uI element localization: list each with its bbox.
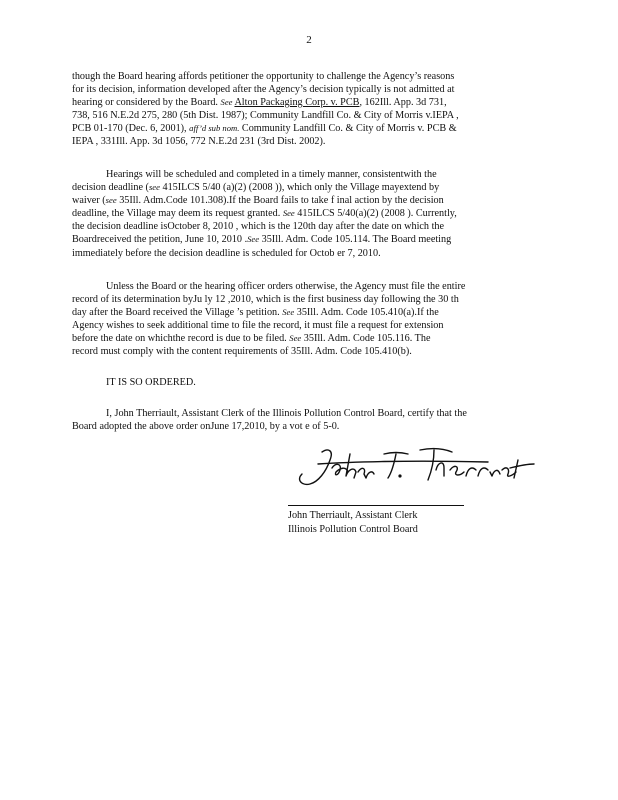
text-line — [72, 332, 534, 345]
case-name: Alton Packaging Corp. v. PCB — [234, 97, 360, 109]
text-fragment: before the date on whichthe record is due to be filed. — [72, 333, 287, 345]
text-line: immediately before the decision deadline is scheduled for Octob er 7, 2010. — [72, 247, 381, 259]
text-line: record of its determination byJu ly 12 ,2010, which is the first business day following the 30 th — [72, 294, 459, 306]
signature-line — [288, 505, 464, 506]
page-number: 2 — [306, 34, 312, 46]
text-line: though the Board hearing affords petitioner the opportunity to challenge the Agency’s reasons — [72, 71, 455, 82]
text-fragment: Community Landfill Co. & City of Morris v. PCB & — [241, 123, 457, 135]
signer-name-title: John Therriault, Assistant Clerk — [288, 510, 418, 521]
text-line: record must comply with the content requirements of 35Ill. Adm. Code 105.410(b). — [72, 346, 412, 358]
text-line — [72, 181, 534, 194]
text-fragment: day after the Board received the Village ’s petition. — [72, 307, 280, 319]
paragraph-record-filing — [72, 280, 534, 359]
citation-signal: See — [220, 97, 233, 108]
signer-organization: Illinois Pollution Control Board — [288, 523, 418, 535]
order-statement: IT IS SO ORDERED. — [106, 377, 196, 388]
text-line: Unless the Board or the hearing officer orders otherwise, the Agency must file the entire — [106, 281, 466, 292]
text-line — [72, 233, 534, 246]
text-line: I, John Therriault, Assistant Clerk of the Illinois Pollution Control Board, certify that the — [106, 408, 467, 419]
text-line — [72, 207, 534, 220]
text-line — [72, 306, 534, 319]
citation-signal: See — [282, 307, 295, 318]
text-fragment: , 162Ill. App. 3d 731, — [359, 97, 447, 109]
text-line — [72, 194, 534, 207]
text-line: Hearings will be scheduled and completed in a timely manner, consistentwith the — [106, 169, 437, 180]
text-line: the decision deadline isOctober 8, 2010 , which is the 120th day after the date on which the — [72, 221, 445, 233]
text-line: IEPA , 331Ill. App. 3d 1056, 772 N.E.2d 231 (3rd Dist. 2002). — [72, 136, 326, 148]
text-fragment: hearing or considered by the Board. — [72, 97, 218, 109]
citation-signal: See — [289, 333, 302, 344]
citation-signal: see — [148, 182, 160, 193]
handwritten-signature — [288, 442, 538, 504]
text-line: for its decision, information developed after the Agency’s decision typically is not admitted at — [72, 84, 455, 96]
citation-signal: See — [247, 234, 260, 245]
text-fragment: waiver ( — [72, 195, 106, 207]
text-line: 738, 516 N.E.2d 275, 280 (5th Dist. 1987); Community Landfill Co. & City of Morris v.IEPA , — [72, 110, 459, 122]
text-line: Board adopted the above order onJune 17,2010, by a vot e of 5-0. — [72, 421, 340, 433]
text-fragment: 35Ill. Adm.Code 101.308).If the Board fails to take f inal action by the decision — [119, 195, 444, 207]
paragraph-hearings — [72, 168, 534, 260]
paragraph-board-hearing — [72, 70, 534, 149]
text-fragment: 35Ill. Adm. Code 105.114. The Board meeting — [261, 234, 452, 246]
paragraph-certification — [72, 407, 534, 433]
text-fragment: Boardreceived the petition, June 10, 2010 . — [72, 234, 248, 246]
text-fragment: 35Ill. Adm. Code 105.116. The — [303, 333, 431, 345]
text-fragment: PCB 01-170 (Dec. 6, 2001), — [72, 123, 187, 135]
text-fragment: 415ILCS 5/40 (a)(2) (2008 )), which only the Village mayextend by — [162, 182, 440, 194]
text-line — [72, 96, 534, 109]
text-fragment: 415ILCS 5/40(a)(2) (2008 ). Currently, — [297, 208, 457, 220]
citation-signal: See — [282, 208, 295, 219]
text-line: Agency wishes to seek additional time to file the record, it must file a request for extension — [72, 320, 444, 332]
text-fragment: 35Ill. Adm. Code 105.410(a).If the — [296, 307, 439, 319]
text-fragment: deadline, the Village may deem its request granted. — [72, 208, 281, 220]
citation-signal: see — [105, 195, 117, 206]
text-fragment: decision deadline ( — [72, 182, 149, 194]
citation-signal: aff’d sub nom. — [189, 123, 240, 134]
text-line — [72, 122, 534, 135]
signature-block — [288, 509, 418, 536]
